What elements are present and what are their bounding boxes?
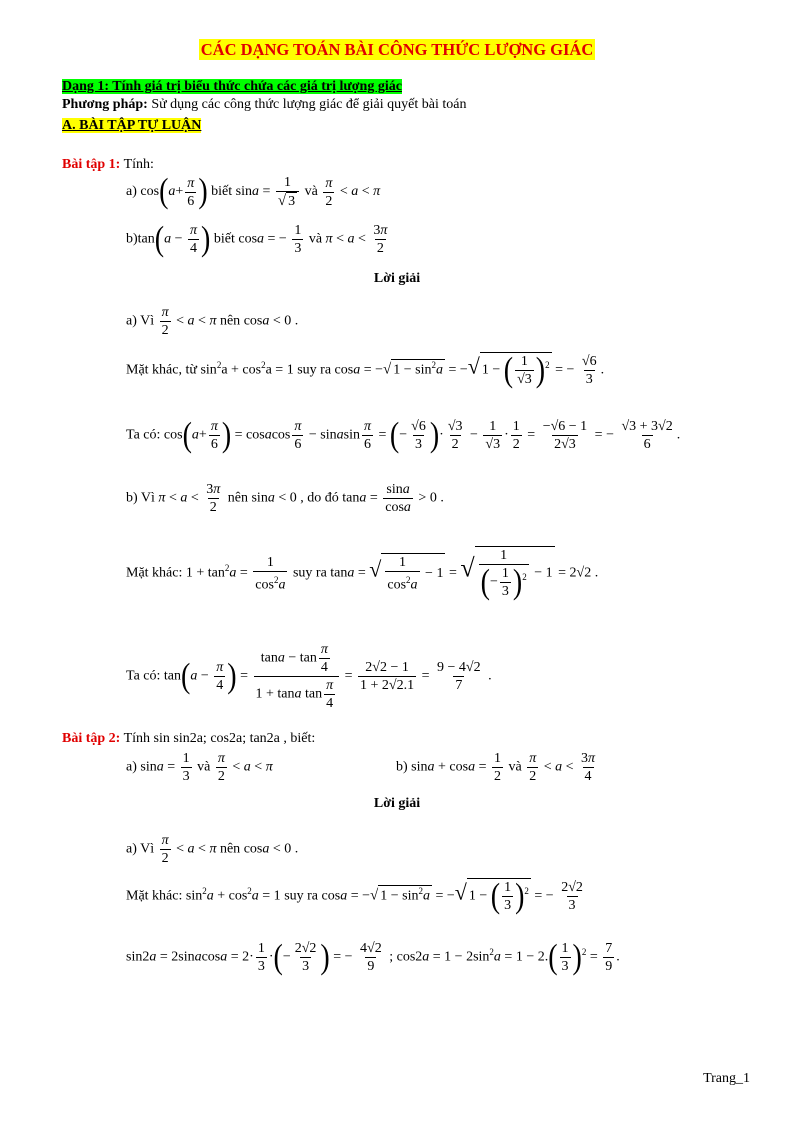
sol1-a-line1: a) Vì $\frac{\pi}{2}$ < a < π nên cosa < 0 . (126, 305, 299, 338)
bt1-heading: Bài tập 1: Tính: (62, 157, 154, 172)
loi-giai-2: Lời giải (373, 796, 421, 811)
bt2-part-a: a) sina = $\frac{1}{3}$ và $\frac{\pi}{2}$ < a < π (126, 751, 273, 784)
sol1-b-line1: b) Vì π < a < $\frac{3\pi}{2}$ nên sina < 0 , do đó tana = $\frac{\sin a}{\cos a}$ > 0 . (126, 482, 444, 515)
bt2-heading: Bài tập 2: Tính sin sin2a; cos2a; tan2a , biết: (62, 731, 316, 746)
phuong-phap: Phương pháp: Sử dụng các công thức lượng giác để giải quyết bài toán (62, 97, 467, 112)
bt1-part-a: a) cos(a+ $\frac{\pi}{6}$ ) biết sina = $\frac{1}{√ 3}$ và $\frac{\pi}{2}$ < a < π (126, 172, 381, 211)
sol2-a-line2: Mặt khác: $\sin^2a + \cos^2a = 1$ suy ra cosa = −√ $1 - \sin^2a$ = −√ 1 − ( $\frac{1}{3}$ )$^2$ = − $\frac{2√2}{3}$ (126, 876, 583, 916)
sol1-a-line2: Mặt khác, từ $\sin^2a + \cos^2a = 1$ suy ra cosa = −√ $1 - \sin^2a$ = −√ 1 − ( $\frac{1}{√3}$ )$^2$ = − $\frac{√6}{3}$ . (126, 350, 605, 390)
bt1-part-b: b)tan(a − $\frac{\pi}{4}$ ) biết cosa = − $\frac{1}{3}$ và π < a < $\frac{3\pi}{2}$ (126, 219, 388, 259)
sol2-a-line3: sin2a = 2sinacosa = 2· $\frac{1}{3}$ ·(− $\frac{2√2}{3}$ ) = − $\frac{4√2}{9}$ ; $\cos 2a = 1 - 2\sin^2a = 1 - 2$.( $\frac{1}{3}$ )$^2$ = $\frac{7}{9}$ . (126, 937, 620, 977)
sol1-b-line3: Ta có: tan(a − $\frac{\pi}{4}$ ) = tana − tan $\frac{\pi}{4}$ 1 + tana tan $\frac{\pi}{4}$ = $\frac{2√2 - 1}{1 + 2√2.1}$ = $\frac{9 - 4√2}{7}$ . (126, 642, 492, 711)
sol2-a-line1: a) Vì $\frac{\pi}{2}$ < a < π nên cosa < 0 . (126, 833, 299, 866)
bt2-part-b: b) sina + cosa = $\frac{1}{2}$ và $\frac{\pi}{2}$ < a < $\frac{3\pi}{4}$ (396, 751, 596, 784)
loi-giai-1: Lời giải (373, 271, 421, 286)
sol1-b-line2: Mặt khác: $1 + \tan^2a$ = $\frac{1}{\cos^2a}$ suy ra tana = √ $\frac{1}{\cos^2a}$ − 1 = √ 1 (− $\frac{1}{3}$ )$^2$ − 1 = 2√2 . (126, 548, 599, 602)
sol1-a-line3: Ta có: cos(a+ $\frac{\pi}{6}$ ) = cosacos $\frac{\pi}{6}$ − sinasin $\frac{\pi}{6}$ = (− $\frac{√6}{3}$ )· $\frac{√3}{2}$ − $\frac{1}{√3}$ · $\frac{1}{2}$ = $\frac{-√6 - 1}{2√3}$ = − $\frac{√3 + 3√2}{6}$ . (126, 415, 681, 455)
page-title: CÁC DẠNG TOÁN BÀI CÔNG THỨC LƯỢNG GIÁC (200, 40, 594, 59)
section-a-heading: A. BÀI TẬP TỰ LUẬN (62, 118, 202, 133)
page-footer: Trang_1 (703, 1071, 750, 1086)
dang1-heading: Dạng 1: Tính giá trị biểu thức chứa các giá trị lượng giác (62, 79, 402, 94)
